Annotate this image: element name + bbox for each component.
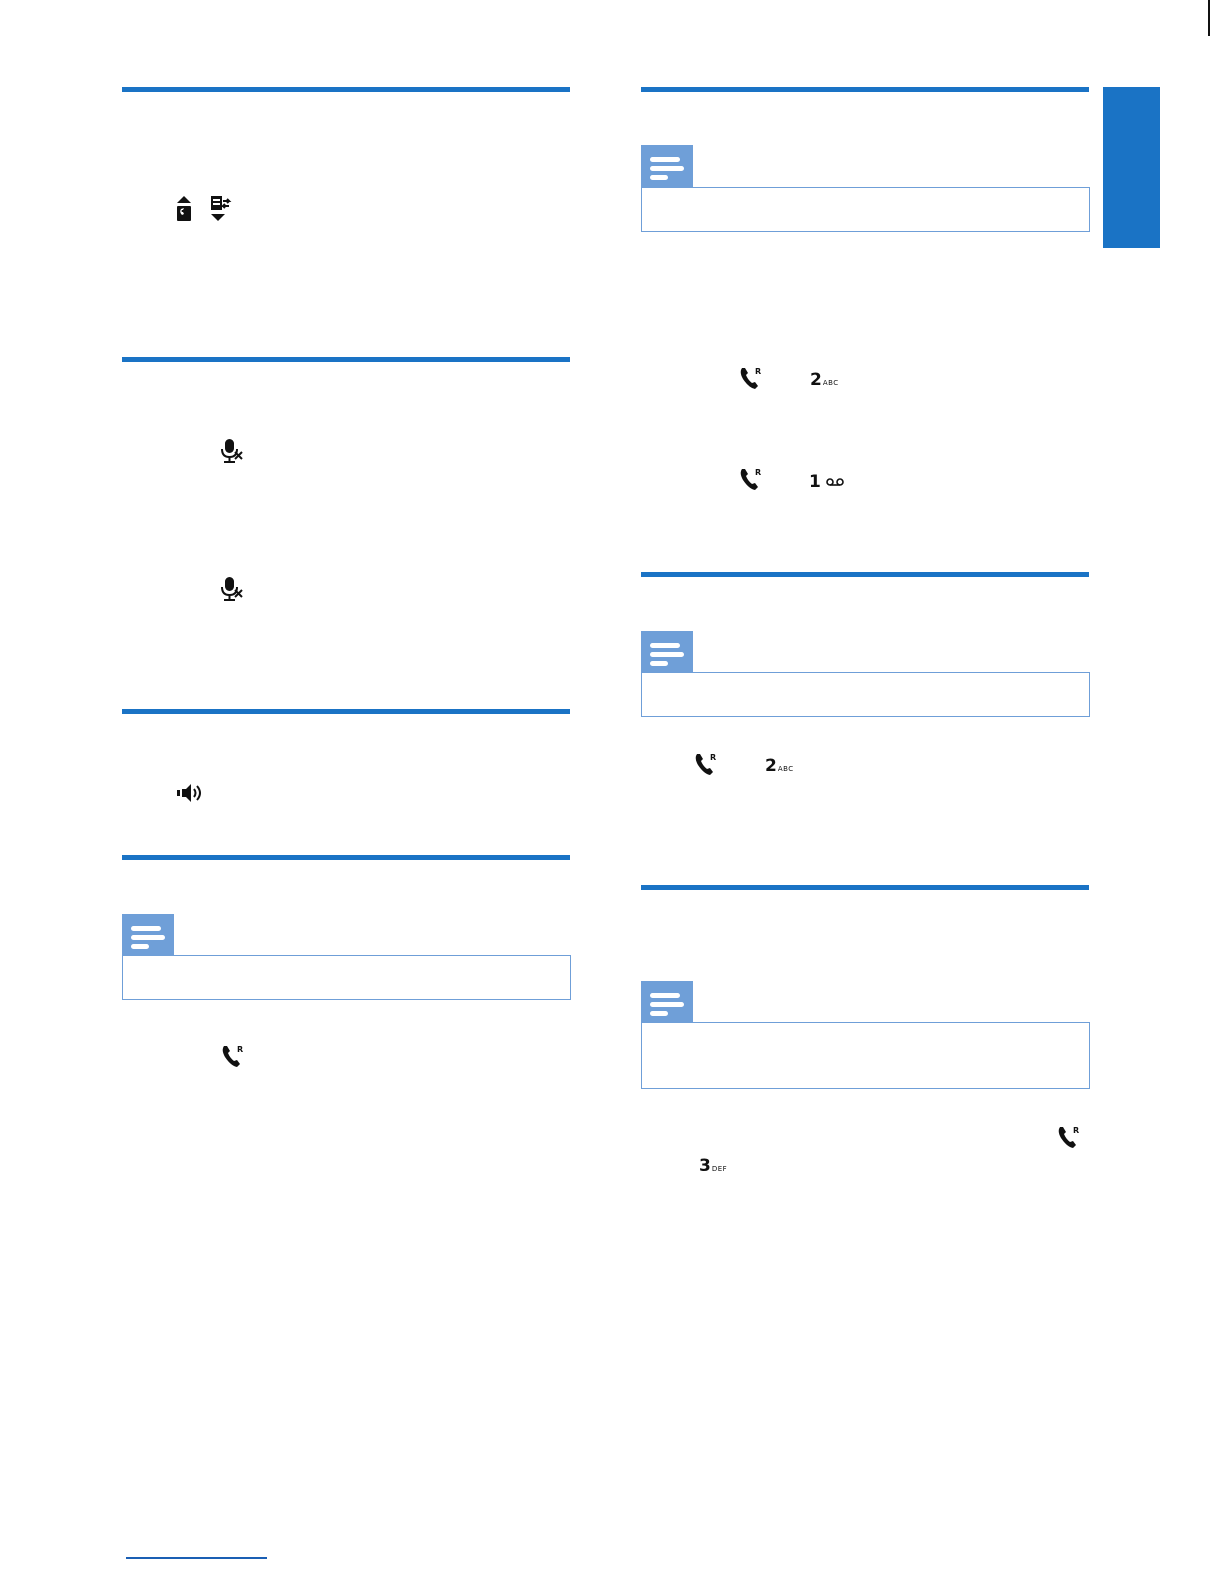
note-box: [641, 1022, 1090, 1089]
page-edge-line: [1208, 0, 1210, 36]
key-1-voicemail-icon: 1: [809, 474, 844, 491]
note-icon: [122, 914, 174, 956]
mute-icon: [220, 438, 244, 464]
recall-letter: R: [755, 468, 762, 477]
note-icon: [641, 981, 693, 1023]
call-log-down-icon: [207, 195, 233, 223]
recall-letter: R: [237, 1045, 244, 1054]
section-rule: [641, 572, 1089, 577]
note-box: [641, 187, 1090, 232]
note-icon: [641, 145, 693, 187]
section-rule: [122, 87, 570, 92]
section-rule: [641, 885, 1089, 890]
note-box: [122, 955, 571, 1000]
section-rule: [122, 357, 570, 362]
mute-icon: [220, 576, 244, 602]
section-rule: [122, 709, 570, 714]
recall-icon: [738, 466, 766, 492]
key-3-icon: 3DEF: [699, 1156, 728, 1176]
section-rule: [122, 855, 570, 860]
note-box: [641, 672, 1090, 717]
language-tab: [1103, 87, 1160, 248]
key-2-icon: 2ABC: [765, 756, 794, 776]
section-rule: [641, 87, 1089, 92]
recall-letter: R: [710, 753, 717, 762]
recall-icon: [1056, 1124, 1084, 1150]
note-icon: [641, 631, 693, 673]
phonebook-up-icon: [172, 195, 196, 223]
recall-icon: [738, 365, 766, 391]
voicemail-icon: [826, 477, 844, 487]
recall-letter: R: [755, 367, 762, 376]
key-2-icon: 2ABC: [810, 370, 839, 390]
speaker-icon: [176, 783, 204, 803]
recall-letter: R: [1073, 1126, 1080, 1135]
footer-line: [126, 1557, 267, 1559]
recall-icon: [693, 751, 721, 777]
recall-icon: [220, 1043, 248, 1069]
